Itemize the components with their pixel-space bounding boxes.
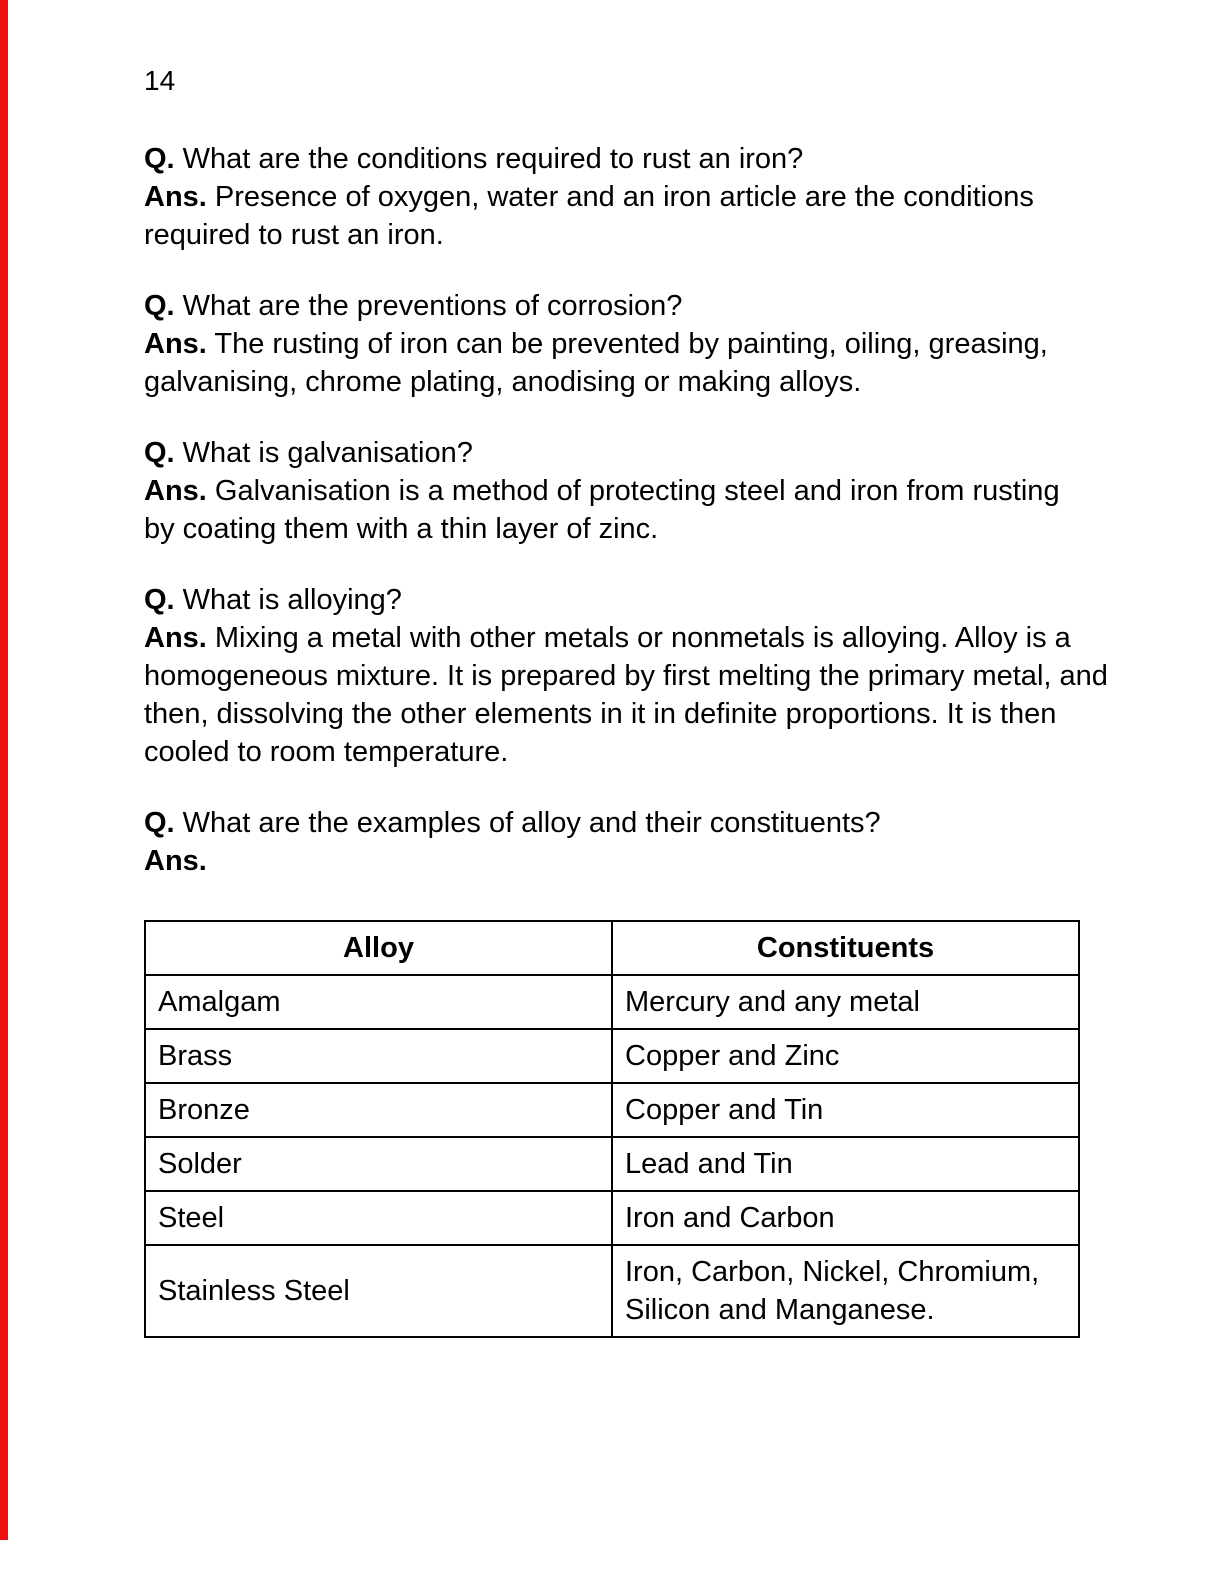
cell-alloy: Steel [145, 1191, 612, 1245]
cell-alloy: Bronze [145, 1083, 612, 1137]
cell-constituents: Copper and Tin [612, 1083, 1079, 1137]
answer-continuation-line [144, 363, 1224, 401]
question-line [144, 434, 1224, 472]
table-header-row [145, 921, 1079, 975]
answer-text: homogeneous mixture. It is prepared by first melting the primary metal, and [144, 660, 1108, 692]
alloy-constituents-table [144, 920, 1080, 1338]
answer-text: Mixing a metal with other metals or nonmetals is alloying. Alloy is a [206, 622, 1071, 654]
question-line [144, 287, 1224, 325]
answer-line [144, 619, 1224, 657]
question-line [144, 581, 1224, 619]
qa-block-galvanisation [144, 434, 1224, 548]
answer-label: Ans. [144, 622, 207, 654]
answer-text: by coating them with a thin layer of zinc. [144, 513, 659, 545]
cell-constituents: Copper and Zinc [612, 1029, 1079, 1083]
question-text: What is alloying? [174, 584, 402, 616]
header-cell-alloy: Alloy [145, 921, 612, 975]
table-row [145, 1245, 1079, 1337]
cell-constituents: Mercury and any metal [612, 975, 1079, 1029]
qa-block-alloying [144, 581, 1224, 771]
cell-alloy: Solder [145, 1137, 612, 1191]
qa-block-corrosion-prevention [144, 287, 1224, 401]
question-text: What are the conditions required to rust an iron? [174, 143, 804, 175]
answer-continuation-line [144, 216, 1224, 254]
qa-block-alloy-examples [144, 804, 1224, 880]
answer-text: required to rust an iron. [144, 219, 444, 251]
answer-text: The rusting of iron can be prevented by painting, oiling, greasing, [206, 328, 1048, 360]
answer-text: galvanising, chrome plating, anodising or making alloys. [144, 366, 862, 398]
answer-label: Ans. [144, 328, 207, 360]
answer-continuation-line [144, 657, 1224, 695]
answer-label: Ans. [144, 181, 207, 213]
question-label: Q. [144, 807, 175, 839]
question-label: Q. [144, 584, 175, 616]
answer-text: then, dissolving the other elements in it in definite proportions. It is then [144, 698, 1057, 730]
cell-alloy: Amalgam [145, 975, 612, 1029]
answer-line [144, 325, 1224, 363]
question-text: What are the preventions of corrosion? [174, 290, 683, 322]
answer-line [144, 178, 1224, 216]
answer-line [144, 472, 1224, 510]
cell-constituents: Iron and Carbon [612, 1191, 1079, 1245]
table-row [145, 975, 1079, 1029]
answer-label: Ans. [144, 475, 207, 507]
cell-constituents: Lead and Tin [612, 1137, 1079, 1191]
question-text: What is galvanisation? [174, 437, 473, 469]
answer-continuation-line [144, 510, 1224, 548]
answer-text: Presence of oxygen, water and an iron article are the conditions [206, 181, 1034, 213]
answer-line [144, 842, 1224, 880]
header-cell-constituents: Constituents [612, 921, 1079, 975]
question-label: Q. [144, 143, 175, 175]
qa-block-rust-conditions [144, 140, 1224, 254]
answer-text: Galvanisation is a method of protecting steel and iron from rusting [206, 475, 1060, 507]
table-row [145, 1137, 1079, 1191]
table-row [145, 1191, 1079, 1245]
cell-alloy: Brass [145, 1029, 612, 1083]
answer-label: Ans. [144, 845, 207, 877]
question-line [144, 804, 1224, 842]
table-row [145, 1083, 1079, 1137]
question-line [144, 140, 1224, 178]
page-number: 14 [144, 65, 176, 96]
cell-constituents: Iron, Carbon, Nickel, Chromium, Silicon and Manganese. [612, 1245, 1079, 1337]
cell-alloy: Stainless Steel [145, 1245, 612, 1337]
question-label: Q. [144, 290, 175, 322]
question-text: What are the examples of alloy and their constituents? [174, 807, 881, 839]
answer-continuation-line [144, 695, 1224, 733]
question-label: Q. [144, 437, 175, 469]
answer-text: cooled to room temperature. [144, 736, 509, 768]
table-row [145, 1029, 1079, 1083]
answer-continuation-line [144, 733, 1224, 771]
